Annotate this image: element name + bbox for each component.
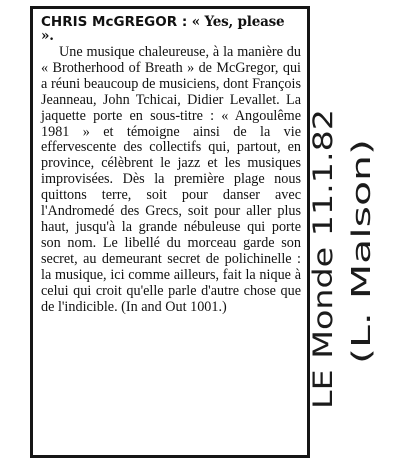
handwritten-source: LE Monde 11.1.82 — [308, 166, 339, 409]
headline-author: CHRIS McGREGOR : — [41, 14, 188, 30]
handwritten-author: (L. Malson) — [347, 221, 377, 364]
newspaper-clipping — [30, 6, 310, 458]
handwriting-svg — [292, 64, 382, 444]
clipping-content — [33, 9, 307, 315]
headline-title: « Yes, please ». — [41, 14, 285, 44]
headline — [41, 15, 301, 43]
article-body: Une musique chaleureuse, à la manière du « Brotherhood of Breath » de McGregor, qui a réuni beaucoup de musiciens, dont François Jeanneau, John Tchicai, Didier Levallet. La jaquette porte en sous-titre : « Angoulême 1981 » et témoigne ainsi de la vie effervescente des collectifs qui, partout, en province, célèbrent le jazz et les musiques improvisées. Dès la première plage nous quittons terre, soit pour danser avec l'Andromedé des Grecs, soit pour aller plus haut, jusqu'à la grande nébuleuse qui porte son nom. Le libellé du morceau garde son secret, au demeurant secret de polichinelle : la musique, ici comme ailleurs, fait la nique à celui qui croit qu'elle parle d'autre chose que de l'indicible. (In and Out 1001.) — [41, 44, 301, 315]
handwritten-annotation — [292, 64, 382, 444]
